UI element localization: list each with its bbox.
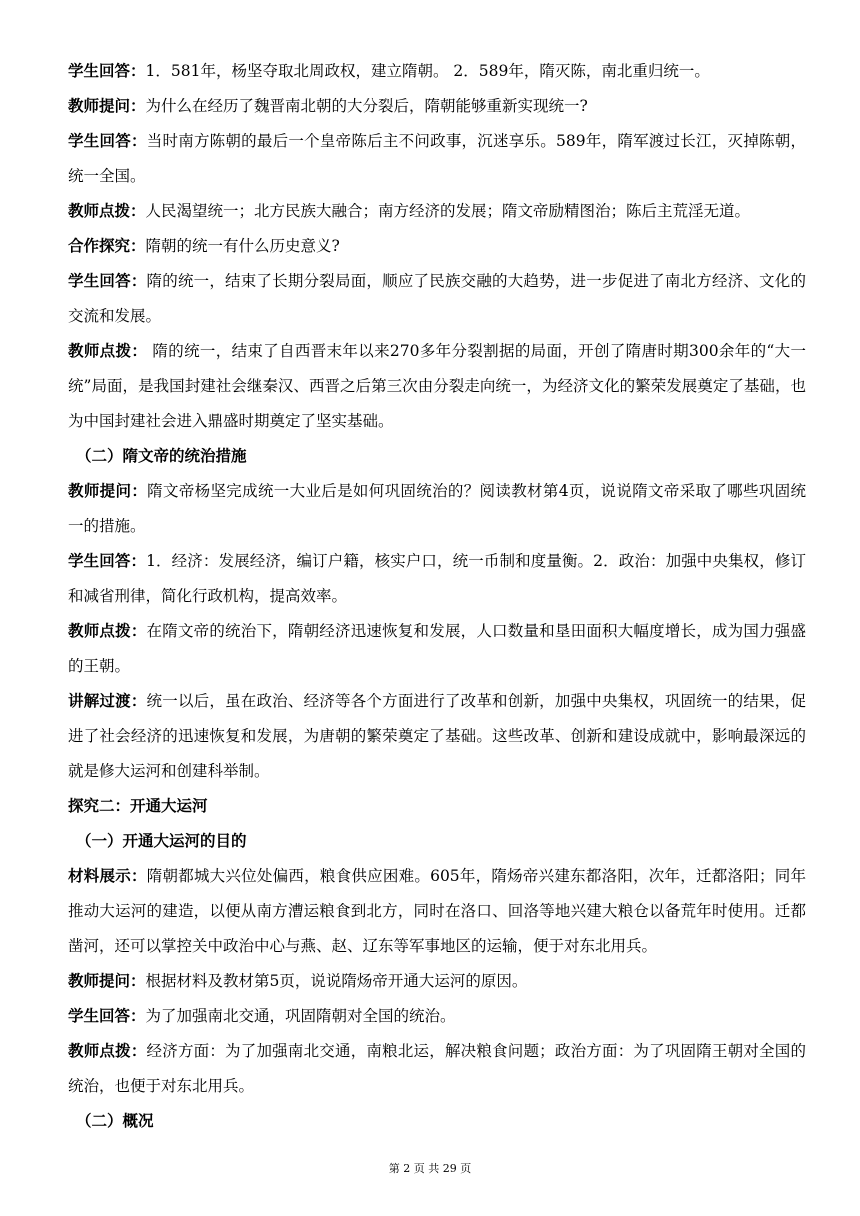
speaker-label: 材料展示： [68, 867, 147, 885]
speaker-label: 教师点拨： [68, 1042, 147, 1060]
speaker-label: 学生回答： [68, 272, 147, 290]
qa-paragraph [68, 859, 806, 964]
paragraph-text: 经济方面：为了加强南北交通，南粮北运，解决粮食问题；政治方面：为了巩固隋王朝对全国的统治，也便于对东北用兵。 [68, 1042, 806, 1095]
paragraph-text: 为了加强南北交通，巩固隋朝对全国的统治。 [145, 1007, 456, 1025]
qa-paragraph [68, 1034, 806, 1104]
qa-paragraph [68, 194, 806, 229]
speaker-label: 教师点拨： [68, 622, 147, 640]
speaker-label: 合作探究： [68, 237, 146, 255]
speaker-label: 教师点拨： [68, 202, 146, 220]
qa-paragraph [68, 264, 806, 334]
paragraph-text: 为什么在经历了魏晋南北朝的大分裂后，隋朝能够重新实现统一? [145, 97, 588, 115]
paragraph-text: 隋朝的统一有什么历史意义? [145, 237, 340, 255]
paragraph-text: 人民渴望统一；北方民族大融合；南方经济的发展；隋文帝励精图治；陈后主荒淫无道。 [145, 202, 751, 220]
qa-paragraph [68, 124, 806, 194]
paragraph-text: 当时南方陈朝的最后一个皇帝陈后主不问政事，沉迷享乐。589年，隋军渡过长江，灭掉陈朝，统一全国。 [68, 132, 806, 185]
speaker-label: 学生回答： [68, 1007, 146, 1025]
speaker-label: 学生回答： [68, 132, 147, 150]
qa-paragraph [68, 89, 806, 124]
section-subheading: （二）概况 [76, 1112, 154, 1130]
paragraph-text: 统一以后，虽在政治、经济等各个方面进行了改革和创新，加强中央集权，巩固统一的结果，促进了社会经济的迅速恢复和发展，为唐朝的繁荣奠定了基础。这些改革、创新和建设成就中，影响最深远的就是修大运河和创建科举制。 [68, 692, 806, 780]
paragraph-text: 隋的统一，结束了自西晋末年以来270多年分裂割据的局面，开创了隋唐时期300余年的“大一统”局面，是我国封建社会继秦汉、西晋之后第三次由分裂走向统一，为经济文化的繁荣发展奠定了基础，也为中国封建社会进入鼎盛时期奠定了坚实基础。 [68, 342, 806, 430]
section-heading: 探究二：开通大运河 [68, 797, 208, 815]
paragraph-text: 1．经济：发展经济，编订户籍，核实户口，统一币制和度量衡。2．政治：加强中央集权，修订和减省刑律，简化行政机构，提高效率。 [68, 552, 806, 605]
paragraph-text: 在隋文帝的统治下，隋朝经济迅速恢复和发展，人口数量和垦田面积大幅度增长，成为国力强盛的王朝。 [68, 622, 806, 675]
qa-paragraph [68, 684, 806, 789]
speaker-label: 教师提问： [68, 972, 146, 990]
qa-paragraph [68, 474, 806, 544]
speaker-label: 教师点拨： [68, 342, 148, 360]
paragraph-text: 隋朝都城大兴位处偏西，粮食供应困难。605年，隋炀帝兴建东都洛阳，次年，迁都洛阳；同年推动大运河的建造，以便从南方漕运粮食到北方，同时在洛口、回洛等地兴建大粮仓以备荒年时使用。迁都凿河，还可以掌控关中政治中心与燕、赵、辽东等军事地区的运输，便于对东北用兵。 [68, 867, 806, 955]
section-subheading: （一）开通大运河的目的 [76, 832, 247, 850]
paragraph-text: 1．581年，杨坚夺取北周政权，建立隋朝。 2．589年，隋灭陈，南北重归统一。 [145, 62, 710, 80]
qa-paragraph [68, 964, 806, 999]
qa-paragraph [68, 614, 806, 684]
qa-paragraph [68, 544, 806, 614]
qa-paragraph [68, 54, 806, 89]
speaker-label: 学生回答： [68, 62, 146, 80]
speaker-label: 讲解过渡： [68, 692, 147, 710]
document-body [68, 54, 806, 1139]
section-subheading: （二）隋文帝的统治措施 [76, 447, 247, 465]
qa-paragraph [68, 999, 806, 1034]
speaker-label: 教师提问： [68, 97, 146, 115]
paragraph-text: 隋文帝杨坚完成统一大业后是如何巩固统治的？阅读教材第4页，说说隋文帝采取了哪些巩固统一的措施。 [68, 482, 806, 535]
speaker-label: 教师提问： [68, 482, 148, 500]
paragraph-text: 根据材料及教材第5页，说说隋炀帝开通大运河的原因。 [145, 972, 528, 990]
qa-paragraph [68, 334, 806, 439]
page-footer: 第 2 页 共 29 页 [388, 1162, 472, 1175]
qa-paragraph [68, 229, 806, 264]
paragraph-text: 隋的统一，结束了长期分裂局面，顺应了民族交融的大趋势，进一步促进了南北方经济、文化的交流和发展。 [68, 272, 806, 325]
speaker-label: 学生回答： [68, 552, 147, 570]
